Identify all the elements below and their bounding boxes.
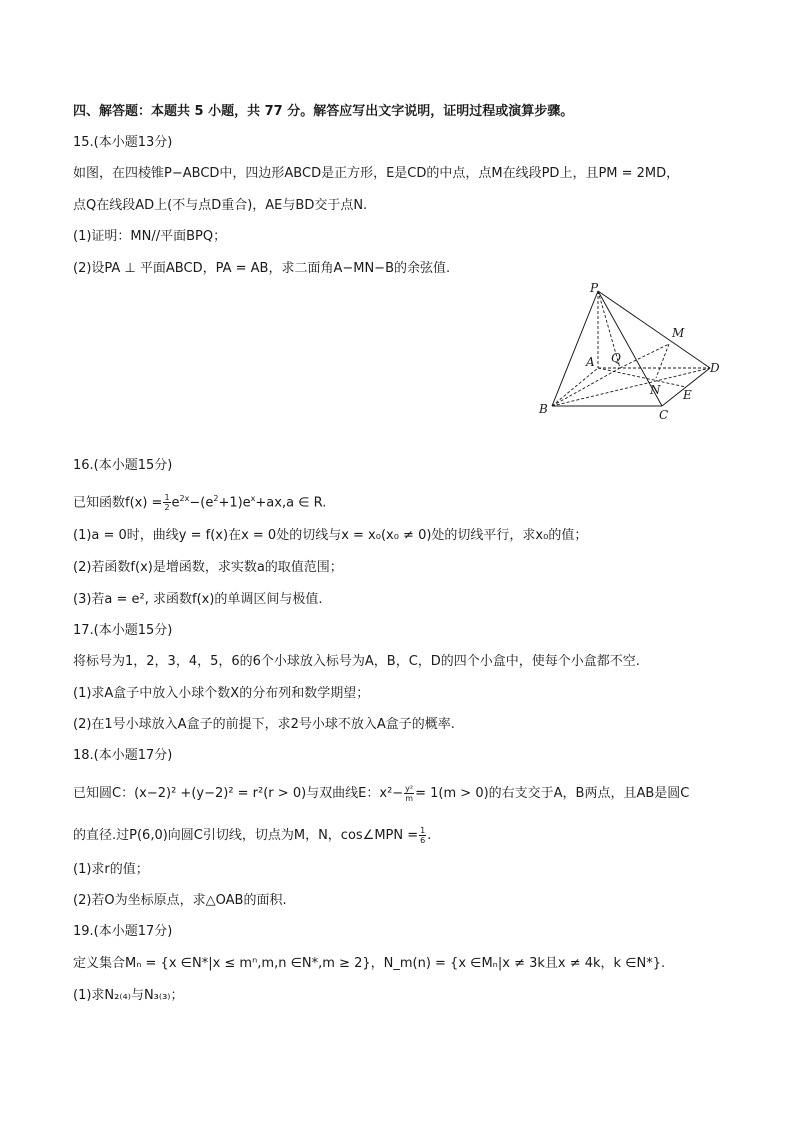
q15-line2: 点Q在线段AD上(不与点D重合)，AE与BD交于点N.	[73, 198, 368, 213]
pyramid-figure	[532, 280, 732, 430]
edge-pb	[552, 291, 598, 406]
q15-line1: 如图，在四棱锥P−ABCD中，四边形ABCD是正方形，E是CD的中点，点M在线段PD上，且PM = 2MD，	[73, 166, 680, 181]
edge-bq	[552, 368, 620, 406]
q17-part1: (1)求A盒子中放入小球个数X的分布列和数学期望；	[73, 686, 370, 701]
label-q: Q	[611, 351, 621, 365]
label-p: P	[590, 281, 599, 295]
q16-header: 16.(本小题15分)	[73, 458, 173, 473]
q18-cos-fraction: $\frac{1}{6}$	[420, 826, 426, 845]
q19-header: 19.(本小题17分)	[73, 924, 173, 939]
label-m: M	[672, 326, 685, 340]
label-n: N	[650, 383, 661, 397]
q18-fraction: $\frac{\text{y²}}{m}$	[405, 784, 414, 803]
q18-part1: (1)求r的值；	[73, 862, 149, 877]
q17-header: 17.(本小题15分)	[73, 623, 173, 638]
label-c: C	[659, 408, 669, 422]
q16-part2: (2)若函数f(x)是增函数，求实数a的取值范围；	[73, 560, 343, 575]
q18-line1: 已知圆C：(x−2)² +(y−2)² = r²(r > 0)与双曲线E：x²− $\frac{\text{y²}}{m}$ = 1(m > 0)的右支交于A，B两点，且AB是圆C	[73, 784, 690, 803]
q15-part2: (2)设PA ⊥ 平面ABCD，PA = AB，求二面角A−MN−B的余弦值.	[73, 261, 451, 276]
q15-header: 15.(本小题13分)	[73, 135, 173, 150]
q18-line2: 的直径.过P(6,0)向圆C引切线，切点为M，N，cos∠MPN = $\frac{1}{6}$ .	[73, 826, 432, 845]
q18-header: 18.(本小题17分)	[73, 748, 173, 763]
label-a: A	[586, 355, 595, 369]
edge-ba	[552, 368, 598, 406]
q16-part3: (3)若a = e², 求函数f(x)的单调区间与极值.	[73, 592, 323, 607]
q16-part1: (1)a = 0时，曲线y = f(x)在x = 0处的切线与x = x₀(x₀ ≠ 0)处的切线平行，求x₀的值；	[73, 528, 588, 543]
q17-intro: 将标号为1，2，3，4，5，6的6个小球放入标号为A，B，C，D的四个小盒中，使每个小盒都不空.	[73, 654, 640, 669]
q19-part1: (1)求N₂₍₄₎与N₃₍₃₎；	[73, 988, 184, 1003]
q16-intro: 已知函数f(x) = $\frac{1}{2}$ $e^{2x}-(e^2+1)e^x+ax,a$ ∈ R.	[73, 493, 327, 513]
label-d: D	[710, 361, 720, 375]
q18-part2: (2)若O为坐标原点，求△OAB的面积.	[73, 893, 287, 908]
q16-fraction: $\frac{1}{2}$	[164, 493, 170, 513]
label-b: B	[539, 402, 548, 416]
q19-line1: 定义集合Mₙ = {x ∈N*|x ≤ mⁿ,m,n ∈N*,m ≥ 2}，N_m(n) = {x ∈Mₙ|x ≠ 3k且x ≠ 4k，k ∈N*}.	[73, 956, 666, 971]
label-e: E	[683, 388, 692, 402]
section-heading: 四、解答题：本题共 5 小题，共 77 分。解答应写出文字说明，证明过程或演算步骤。	[73, 104, 574, 119]
q15-part1: (1)证明：MN//平面BPQ；	[73, 229, 227, 244]
q17-part2: (2)在1号小球放入A盒子的前提下，求2号小球不放入A盒子的概率.	[73, 717, 455, 732]
